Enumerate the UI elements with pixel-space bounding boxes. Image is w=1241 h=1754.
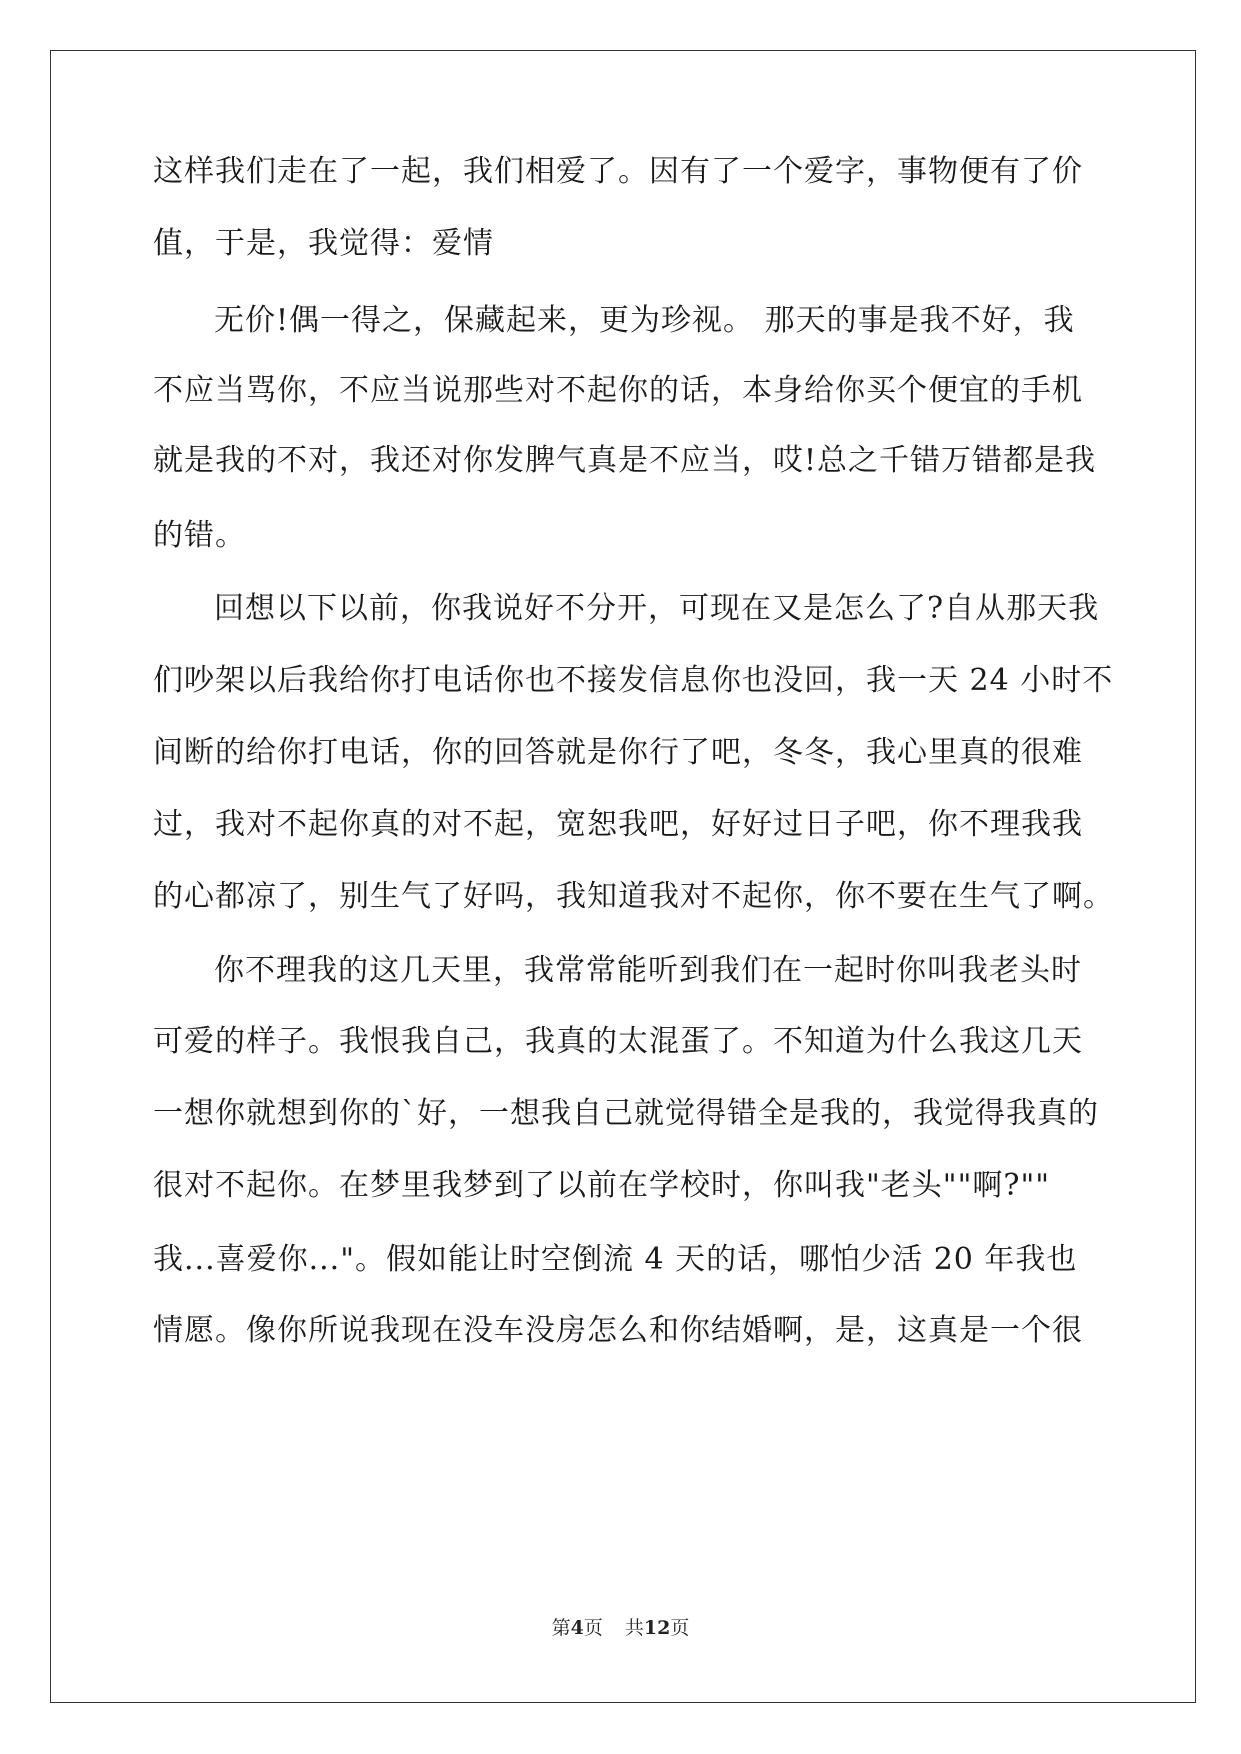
text-line: 的心都凉了，别生气了好吗，我知道我对不起你，你不要在生气了啊。	[153, 879, 1114, 914]
total-pages-number: 12	[643, 1617, 671, 1639]
paragraph-first-line: 你不理我的这几天里，我常常能听到我们在一起时你叫我老头时	[214, 953, 1082, 988]
text-line: 这样我们走在了一起，我们相爱了。因有了一个爱字，事物便有了价	[153, 154, 1083, 189]
text-line: 值，于是，我觉得：爱情	[153, 226, 494, 261]
text-line: 很对不起你。在梦里我梦到了以前在学校时，你叫我"老头""啊?""	[153, 1168, 1051, 1203]
paragraph-first-line: 回想以下以前，你我说好不分开，可现在又是怎么了?自从那天我	[214, 591, 1100, 626]
text-line: 的错。	[153, 518, 246, 553]
total-pages-prefix: 共	[624, 1617, 644, 1639]
text-line: 们吵架以后我给你打电话你也不接发信息你也没回，我一天 24 小时不	[153, 663, 1114, 698]
page-number-suffix: 页	[583, 1617, 603, 1639]
text-line: 可爱的样子。我恨我自己，我真的太混蛋了。不知道为什么我这几天	[153, 1024, 1083, 1059]
current-page-number: 4	[570, 1617, 584, 1639]
text-line: 情愿。像你所说我现在没车没房怎么和你结婚啊，是，这真是一个很	[153, 1313, 1083, 1348]
text-line: 过，我对不起你真的对不起，宽恕我吧，好好过日子吧，你不理我我	[153, 807, 1083, 842]
text-line: 我...喜爱你..."。假如能让时空倒流 4 天的话，哪怕少活 20 年我也	[153, 1242, 1078, 1277]
page-number-prefix: 第	[551, 1617, 571, 1639]
page-footer	[0, 1616, 1241, 1640]
text-line: 间断的给你打电话，你的回答就是你行了吧，冬冬，我心里真的很难	[153, 735, 1083, 770]
text-line: 就是我的不对，我还对你发脾气真是不应当，哎!总之千错万错都是我	[153, 443, 1097, 478]
paragraph-first-line: 无价!偶一得之，保藏起来，更为珍视。 那天的事是我不好，我	[214, 303, 1075, 338]
text-line: 不应当骂你，不应当说那些对不起你的话，本身给你买个便宜的手机	[153, 373, 1083, 408]
total-pages-suffix: 页	[670, 1617, 690, 1639]
text-line: 一想你就想到你的`好，一想我自己就觉得错全是我的，我觉得我真的	[153, 1096, 1099, 1131]
